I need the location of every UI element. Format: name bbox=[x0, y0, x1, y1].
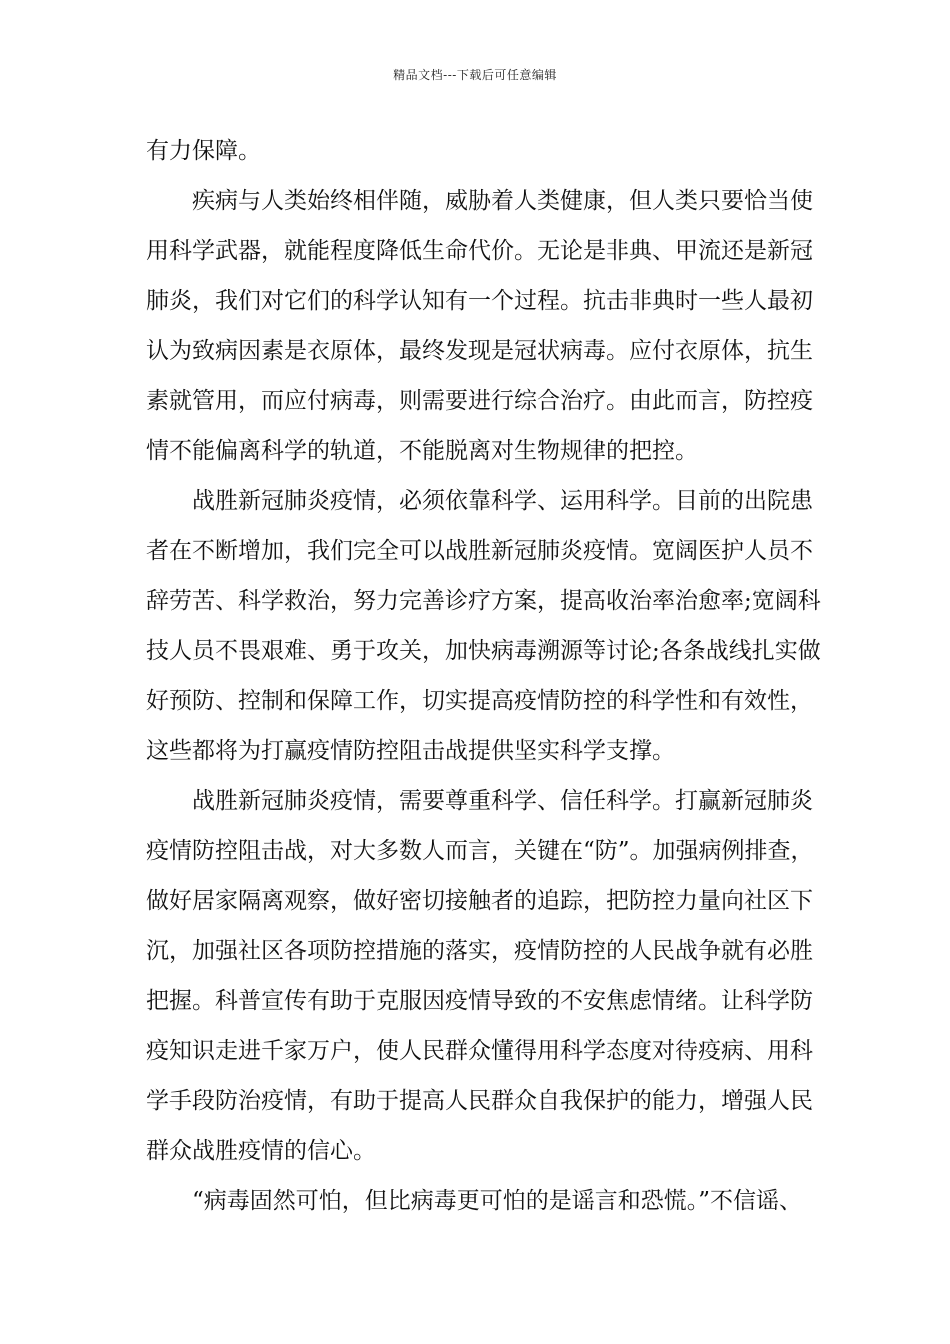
paragraph-first-line: 疾病与人类始终相伴随，威胁着人类健康，但人类只要恰当使 bbox=[192, 188, 813, 214]
body-line: 认为致病因素是衣原体，最终发现是冠状病毒。应付衣原体，抗生 bbox=[146, 338, 813, 364]
body-line: 技人员不畏艰难、勇于攻关，加快病毒溯源等讨论;各条战线扎实做 bbox=[146, 638, 821, 664]
body-line: 疫情防控阻击战，对大多数人而言，关键在“防”。加强病例排查， bbox=[146, 838, 814, 864]
page-header: 精品文档---下载后可任意编辑 bbox=[393, 68, 557, 82]
body-line: 有力保障。 bbox=[146, 138, 261, 164]
body-line: 群众战胜疫情的信心。 bbox=[146, 1138, 376, 1164]
paragraph-first-line: 战胜新冠肺炎疫情，需要尊重科学、信任科学。打赢新冠肺炎 bbox=[192, 788, 813, 814]
body-line: 素就管用，而应付病毒，则需要进行综合治疗。由此而言，防控疫 bbox=[146, 388, 813, 414]
paragraph-first-line: 战胜新冠肺炎疫情，必须依靠科学、运用科学。目前的出院患 bbox=[192, 488, 813, 514]
body-line: 疫知识走进千家万户，使人民群众懂得用科学态度对待疫病、用科 bbox=[146, 1038, 813, 1064]
body-line: 者在不断增加，我们完全可以战胜新冠肺炎疫情。宽阔医护人员不 bbox=[146, 538, 813, 564]
body-line: 好预防、控制和保障工作，切实提高疫情防控的科学性和有效性， bbox=[146, 688, 813, 714]
body-line: 沉，加强社区各项防控措施的落实，疫情防控的人民战争就有必胜 bbox=[146, 938, 813, 964]
body-line: 学手段防治疫情，有助于提高人民群众自我保护的能力，增强人民 bbox=[146, 1088, 813, 1114]
body-line: 情不能偏离科学的轨道，不能脱离对生物规律的把控。 bbox=[146, 438, 698, 464]
body-line: 用科学武器，就能程度降低生命代价。无论是非典、甲流还是新冠 bbox=[146, 238, 813, 264]
body-line: 这些都将为打赢疫情防控阻击战提供坚实科学支撑。 bbox=[146, 738, 675, 764]
body-line: 做好居家隔离观察，做好密切接触者的追踪，把防控力量向社区下 bbox=[146, 888, 813, 914]
body-line: 肺炎，我们对它们的科学认知有一个过程。抗击非典时一些人最初 bbox=[146, 288, 813, 314]
body-line: 辞劳苦、科学救治，努力完善诊疗方案，提高收治率治愈率;宽阔科 bbox=[146, 588, 821, 614]
body-line: 把握。科普宣传有助于克服因疫情导致的不安焦虑情绪。让科学防 bbox=[146, 988, 813, 1014]
paragraph-first-line: “病毒固然可怕，但比病毒更可怕的是谣言和恐慌。”不信谣、 bbox=[192, 1188, 803, 1214]
